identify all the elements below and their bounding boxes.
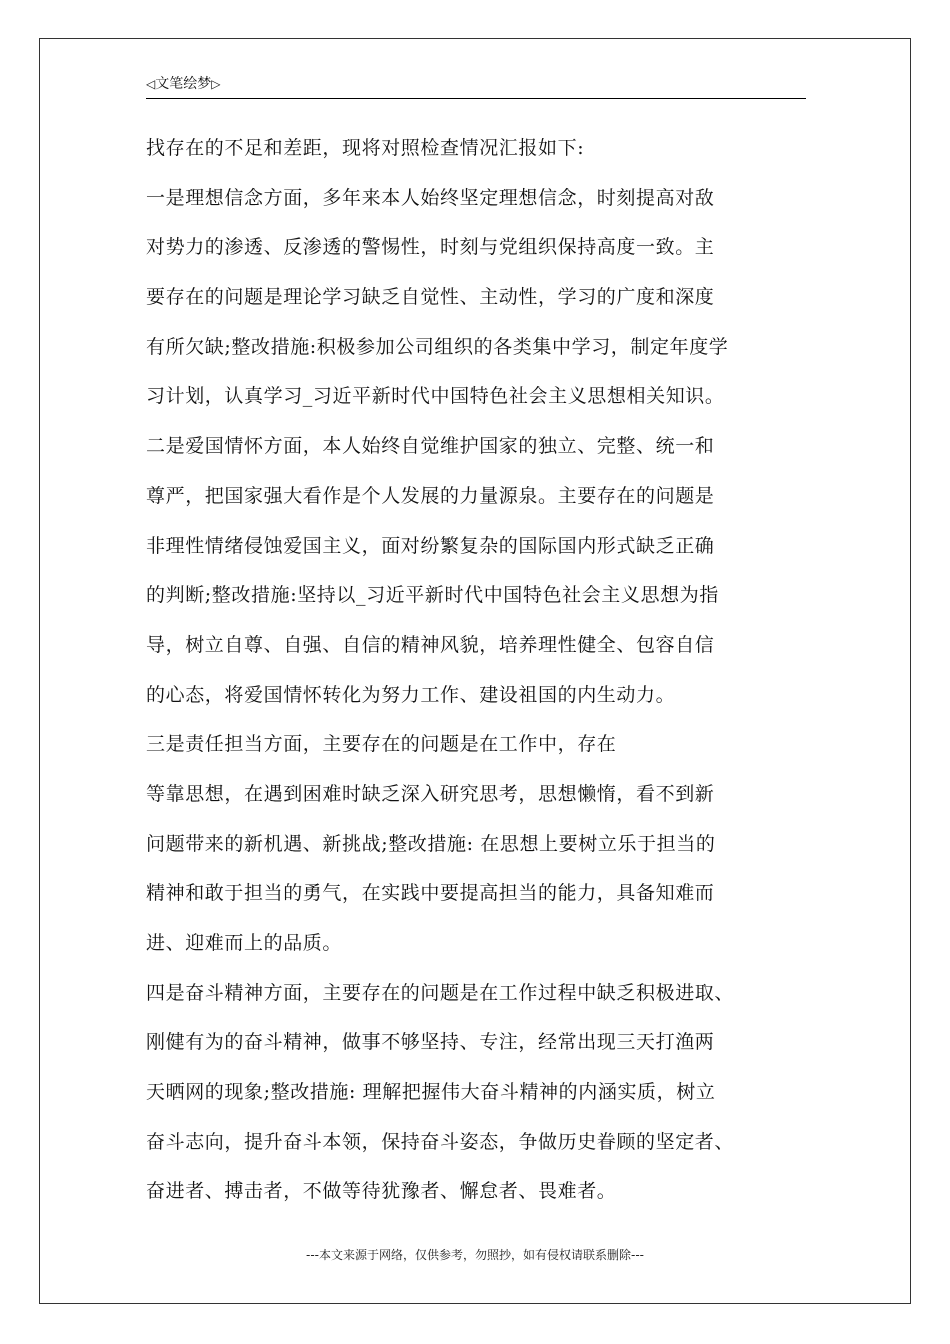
body-line: 问题带来的新机遇、新挑战;整改措施: 在思想上要树立乐于担当的 [146,832,716,855]
body-line: 非理性情绪侵蚀爱国主义，面对纷繁复杂的国际国内形式缺乏正确 [146,534,715,557]
body-line: 等靠思想，在遇到困难时缺乏深入研究思考，思想懒惰，看不到新 [146,782,715,805]
body-line: 刚健有为的奋斗精神，做事不够坚持、专注，经常出现三天打渔两 [146,1031,715,1054]
page-header [146,74,806,99]
body-line: 找存在的不足和差距，现将对照检查情况汇报如下: [146,137,585,159]
body-line: 的心态，将爱国情怀转化为努力工作、建设祖国的内生动力。 [146,683,676,706]
header-title: 文笔绘梦 [155,76,212,92]
body-line: 精神和敢于担当的勇气，在实践中要提高担当的能力，具备知难而 [146,882,715,905]
body-line: 四是奋斗精神方面，主要存在的问题是在工作过程中缺乏积极进取、 [146,981,735,1004]
body-line: 一是理想信念方面，多年来本人始终坚定理想信念，时刻提高对敌 [146,186,715,209]
header-label [146,74,220,94]
body-line: 天晒网的现象;整改措施: 理解把握伟大奋斗精神的内涵实质，树立 [146,1081,716,1104]
body-line: 习计划，认真学习_习近平新时代中国特色社会主义思想相关知识。 [146,385,725,408]
body-line: 三是责任担当方面，主要存在的问题是在工作中，存在 [146,733,617,756]
right-triangle-icon: ▷ [211,77,221,91]
body-line: 奋进者、搏击者，不做等待犹豫者、懈怠者、畏难者。 [146,1180,617,1203]
body-line: 要存在的问题是理论学习缺乏自觉性、主动性，学习的广度和深度 [146,286,715,309]
body-line: 的判断;整改措施:坚持以_习近平新时代中国特色社会主义思想为指 [146,584,719,607]
body-line: 二是爱国情怀方面，本人始终自觉维护国家的独立、完整、统一和 [146,435,715,458]
page-footer: ---本文来源于网络，仅供参考，勿照抄，如有侵权请联系删除--- [306,1248,644,1262]
body-line: 对势力的渗透、反渗透的警惕性，时刻与党组织保持高度一致。主 [146,236,715,259]
body-line: 尊严，把国家强大看作是个人发展的力量源泉。主要存在的问题是 [146,484,715,507]
body-line: 导，树立自尊、自强、自信的精神风貌，培养理性健全、包容自信 [146,633,715,656]
document-body [146,124,826,1217]
body-line: 奋斗志向，提升奋斗本领，保持奋斗姿态，争做历史眷顾的坚定者、 [146,1130,735,1153]
body-line: 进、迎难而上的品质。 [146,932,343,954]
body-line: 有所欠缺;整改措施:积极参加公司组织的各类集中学习，制定年度学 [146,335,729,358]
left-triangle-icon: ◁ [146,77,156,91]
